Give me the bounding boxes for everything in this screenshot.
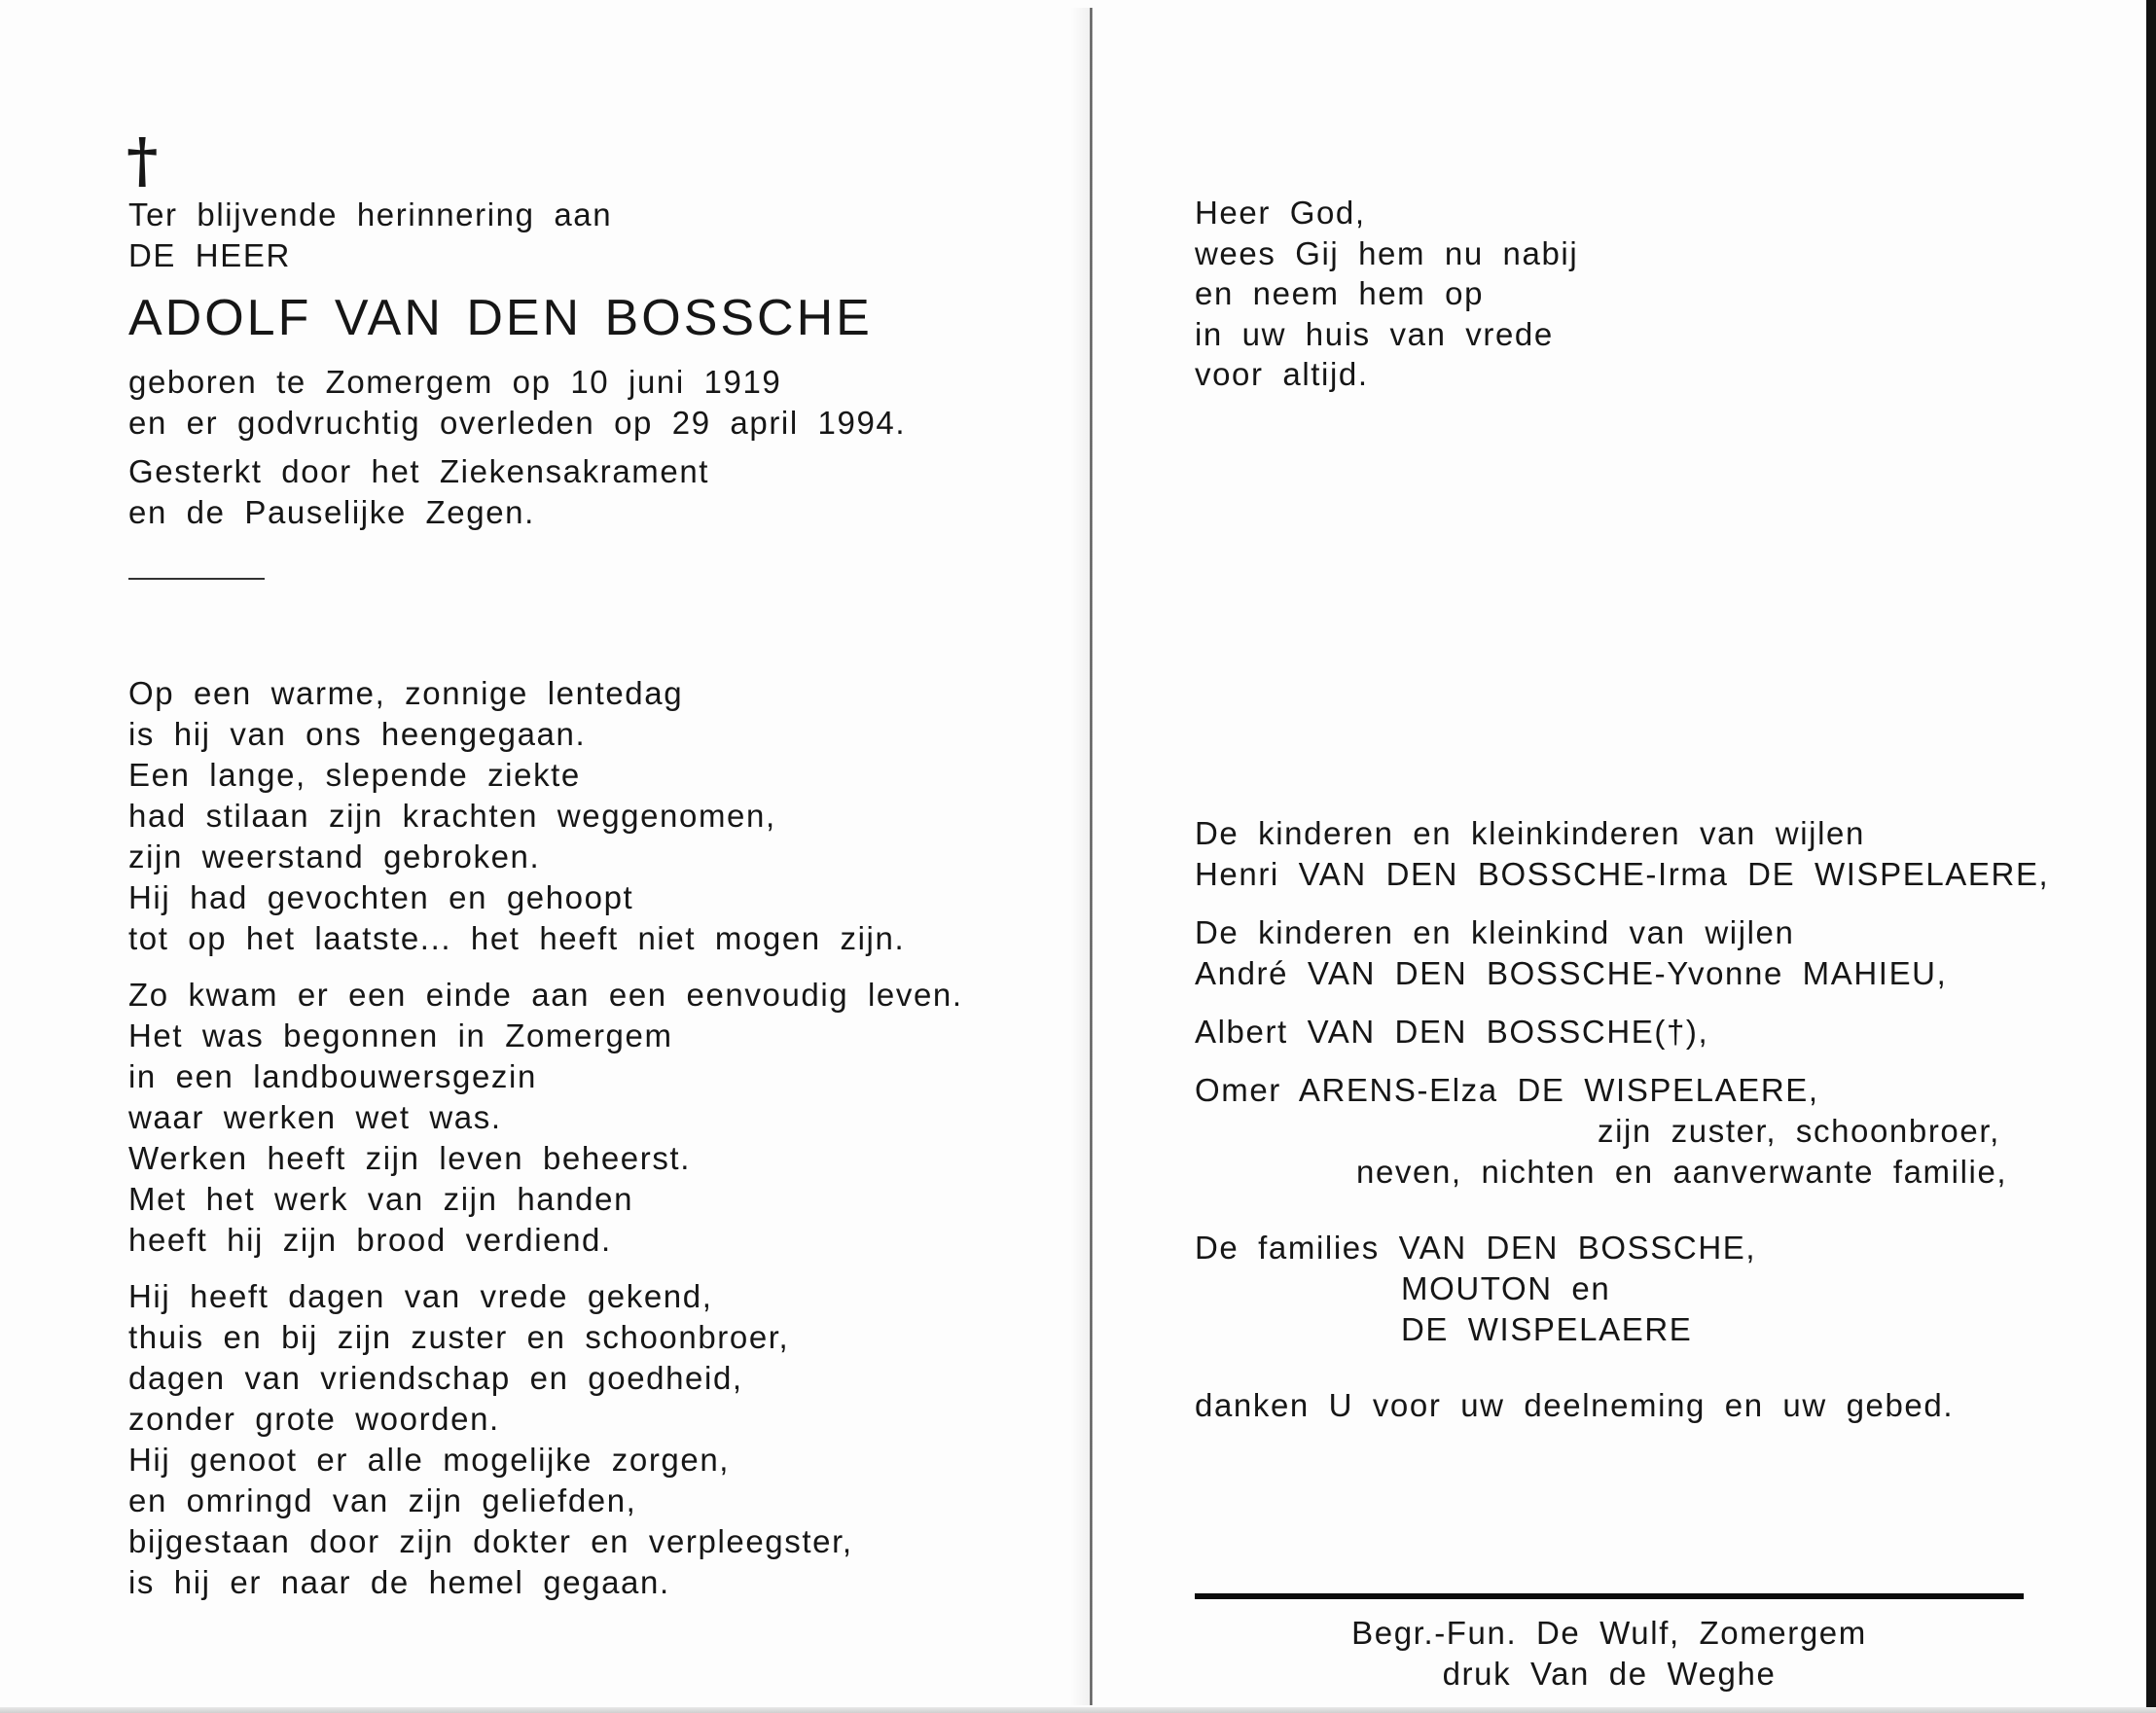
prayer-line: voor altijd.	[1195, 356, 1369, 392]
card-edge-right	[2146, 0, 2156, 1713]
family-group-4	[1195, 1070, 2051, 1193]
birth-line: geboren te Zomergem op 10 juni 1919	[128, 364, 782, 400]
verse-line: Zo kwam er een einde aan een eenvoudig leven.	[128, 977, 963, 1013]
card-edge-bottom	[0, 1707, 2156, 1713]
verse-line: is hij van ons heengegaan.	[128, 716, 587, 752]
families-line: MOUTON en	[1401, 1269, 1611, 1306]
family-line: neven, nichten en aanverwante familie,	[1356, 1153, 2008, 1190]
right-panel	[1195, 193, 2051, 1695]
verse-line: en omringd van zijn geliefden,	[128, 1482, 637, 1518]
family-line: Henri VAN DEN BOSSCHE-Irma DE WISPELAERE,	[1195, 855, 2050, 892]
prayer-line: Heer God,	[1195, 195, 1366, 231]
fold-shadow	[1070, 8, 1090, 1705]
verse-line: Het was begonnen in Zomergem	[128, 1017, 673, 1053]
verse-line: tot op het laatste... het heeft niet mogen zijn.	[128, 920, 906, 956]
death-line: en er godvruchtig overleden op 29 april 1994.	[128, 405, 907, 441]
verse-line: had stilaan zijn krachten weggenomen,	[128, 798, 776, 834]
thick-divider	[1195, 1593, 2024, 1599]
family-line: Omer ARENS-Elza DE WISPELAERE,	[1195, 1071, 1819, 1108]
family-group-1	[1195, 813, 2051, 895]
verse-line: is hij er naar de hemel gegaan.	[128, 1564, 670, 1600]
family-line: De kinderen en kleinkinderen van wijlen	[1195, 814, 1865, 851]
print-shop: druk Van de Weghe	[1442, 1655, 1777, 1692]
center-fold	[1090, 8, 1093, 1705]
verse-line: Een lange, slepende ziekte	[128, 757, 581, 793]
verse-line: waar werken wet was.	[128, 1099, 502, 1135]
families-group	[1195, 1228, 2051, 1350]
verse-line: Hij had gevochten en gehoopt	[128, 879, 634, 915]
honorific: DE HEER	[128, 237, 291, 273]
family-group-3	[1195, 1012, 2051, 1053]
thanks-line: danken U voor uw deelneming en uw gebed.	[1195, 1386, 1955, 1423]
intro-line: Ter blijvende herinnering aan	[128, 196, 613, 232]
stanza-3	[128, 1276, 1062, 1603]
verse-line: Hij heeft dagen van vrede gekend,	[128, 1278, 713, 1314]
prayer-line: en neem hem op	[1195, 275, 1485, 311]
stanza-2	[128, 975, 1062, 1261]
family-list	[1195, 813, 2051, 1426]
sacrament-line-1: Gesterkt door het Ziekensakrament	[128, 453, 710, 489]
printer-info	[1195, 1613, 2024, 1695]
left-panel	[128, 126, 1062, 1619]
family-line: De kinderen en kleinkind van wijlen	[1195, 913, 1795, 950]
prayer-line: wees Gij hem nu nabij	[1195, 234, 1579, 271]
verse-line: Werken heeft zijn leven beheerst.	[128, 1140, 691, 1176]
funeral-home: Begr.-Fun. De Wulf, Zomergem	[1351, 1614, 1867, 1651]
verse-line: dagen van vriendschap en goedheid,	[128, 1360, 743, 1396]
deceased-name: ADOLF VAN DEN BOSSCHE	[128, 290, 873, 346]
family-line: Albert VAN DEN BOSSCHE(†),	[1195, 1013, 1709, 1050]
family-group-2	[1195, 912, 2051, 994]
cross-icon: †	[126, 125, 159, 196]
verse-line: Op een warme, zonnige lentedag	[128, 675, 684, 711]
family-line: zijn zuster, schoonbroer,	[1598, 1112, 2000, 1149]
families-line: De families VAN DEN BOSSCHE,	[1195, 1229, 1757, 1266]
prayer	[1195, 193, 2051, 395]
stanza-1	[128, 673, 1062, 959]
verse-line: thuis en bij zijn zuster en schoonbroer,	[128, 1319, 790, 1355]
verse-line: heeft hij zijn brood verdiend.	[128, 1222, 612, 1258]
verse-line: bijgestaan door zijn dokter en verpleegster,	[128, 1523, 853, 1559]
short-divider	[128, 578, 265, 580]
verse-line: Met het werk van zijn handen	[128, 1181, 634, 1217]
verse-line: zonder grote woorden.	[128, 1401, 500, 1437]
prayer-line: in uw huis van vrede	[1195, 315, 1554, 352]
verse-line: Hij genoot er alle mogelijke zorgen,	[128, 1442, 731, 1478]
family-line: André VAN DEN BOSSCHE-Yvonne MAHIEU,	[1195, 954, 1948, 991]
sacrament-line-2: en de Pauselijke Zegen.	[128, 494, 535, 530]
verse-line: zijn weerstand gebroken.	[128, 839, 541, 874]
verse-line: in een landbouwersgezin	[128, 1058, 537, 1094]
memorial-verses	[128, 673, 1062, 1603]
families-line: DE WISPELAERE	[1401, 1310, 1693, 1347]
